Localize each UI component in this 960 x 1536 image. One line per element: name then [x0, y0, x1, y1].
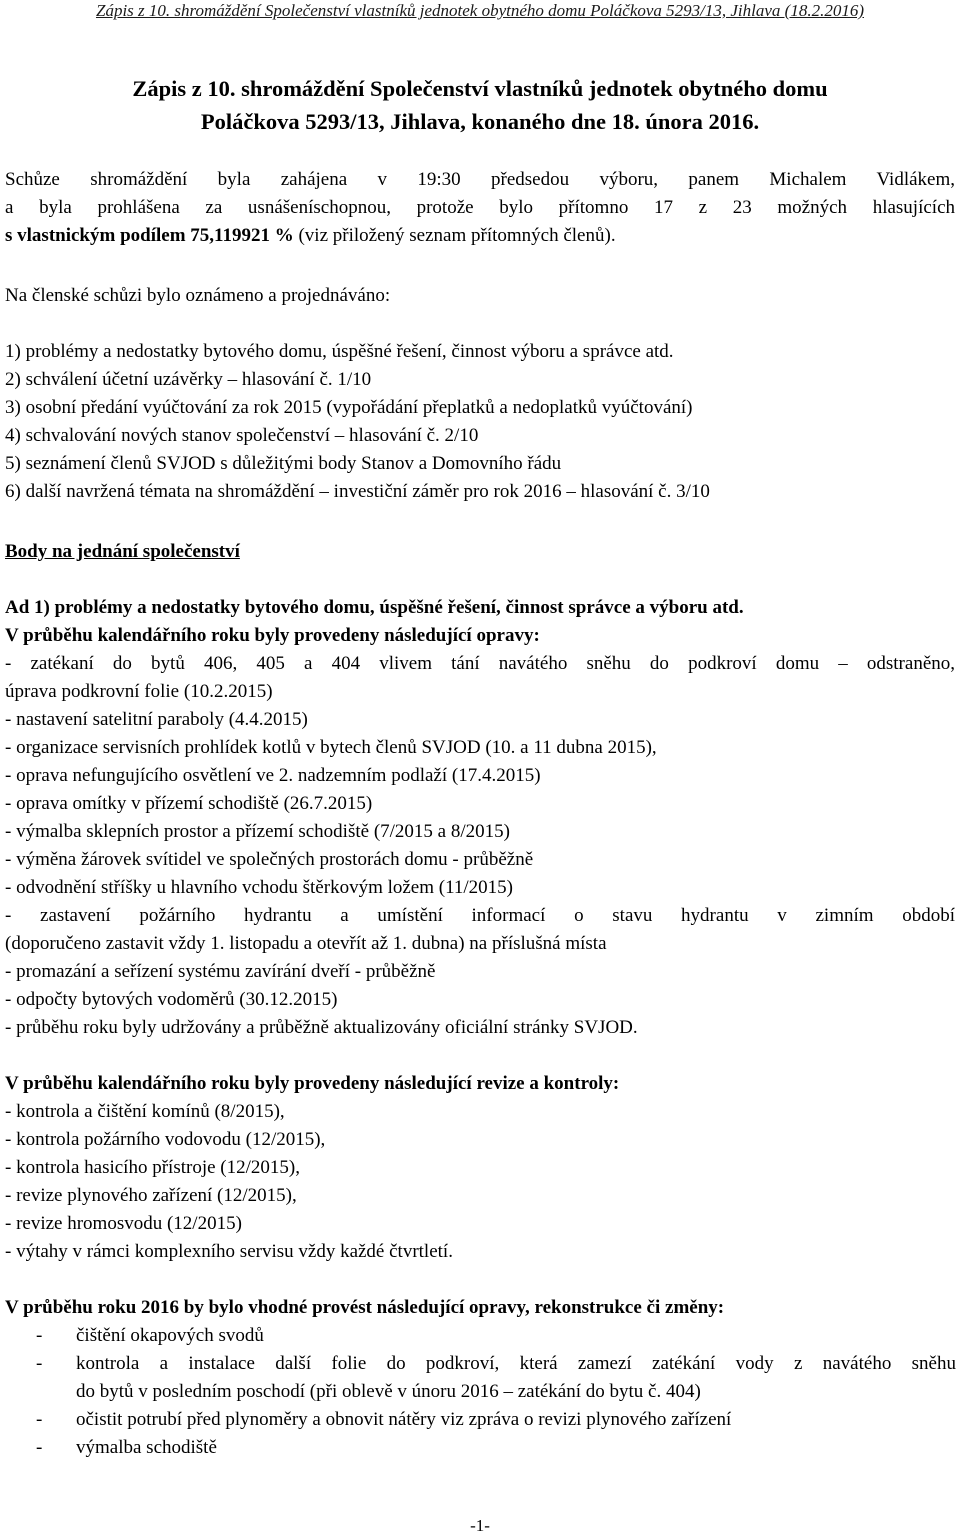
running-header: Zápis z 10. shromáždění Společenství vlastníků jednotek obytného domu Poláčkova 5293/13, Jihlava (18.2.2016): [95, 1, 864, 20]
agenda-intro: Na členské schůzi bylo oznámeno a projednáváno:: [5, 285, 391, 306]
plan-item-continuation: do bytů v posledním poschodí (při oblevě v únoru 2016 – zatékání do bytu č. 404): [76, 1381, 701, 1402]
repair-item: - odpočty bytových vodoměrů (30.12.2015): [5, 989, 338, 1010]
agenda-item: 3) osobní předání vyúčtování za rok 2015 (vypořádání přeplatků a nedoplatků vyúčtování): [5, 397, 693, 418]
repairs-heading: V průběhu kalendářního roku byly provedeny následující opravy:: [5, 625, 540, 646]
intro-line-1: Schůze shromáždění byla zahájena v 19:30 předsedou výboru, panem Michalem Vidlákem,: [5, 169, 955, 190]
check-item: - revize plynového zařízení (12/2015),: [5, 1185, 297, 1206]
intro-line-3: [5, 224, 955, 248]
agenda-item: 6) další navržená témata na shromáždění – investiční záměr pro rok 2016 – hlasování č. 3/10: [5, 481, 710, 502]
repair-item: (doporučeno zastavit vždy 1. listopadu a otevřít až 1. dubna) na příslušná místa: [5, 933, 607, 954]
page-number: -1-: [470, 1516, 490, 1535]
plan-item: čištění okapových svodů: [76, 1325, 264, 1346]
agenda-item: 2) schválení účetní uzávěrky – hlasování č. 1/10: [5, 369, 372, 390]
plan-item: kontrola a instalace další folie do podkroví, která zamezí zatékání vody z navátého sněhu: [76, 1353, 956, 1374]
repair-item: - organizace servisních prohlídek kotlů v bytech členů SVJOD (10. a 11 dubna 2015),: [5, 737, 657, 758]
repair-item: - výměna žárovek svítidel ve společných prostorách domu - průběžně: [5, 849, 534, 870]
agenda-item: 5) seznámení členů SVJOD s důležitými body Stanov a Domovního řádu: [5, 453, 562, 474]
list-dash: -: [36, 1437, 43, 1458]
check-item: - výtahy v rámci komplexního servisu vždy každé čtvrtletí.: [5, 1241, 453, 1262]
repair-item: - oprava omítky v přízemí schodiště (26.7.2015): [5, 793, 373, 814]
repair-item: úprava podkrovní folie (10.2.2015): [5, 681, 273, 702]
document-title: [0, 72, 960, 138]
title-line-1: Zápis z 10. shromáždění Společenství vlastníků jednotek obytného domu: [132, 76, 828, 101]
repair-item: - výmalba sklepních prostor a přízemí schodiště (7/2015 a 8/2015): [5, 821, 510, 842]
repair-item: - zatékaní do bytů 406, 405 a 404 vlivem tání navátého sněhu do podkroví domu – odstraněno,: [5, 653, 955, 674]
list-dash: -: [36, 1325, 43, 1346]
repair-item: - odvodnění stříšky u hlavního vchodu štěrkovým ložem (11/2015): [5, 877, 513, 898]
check-item: - kontrola a čištění komínů (8/2015),: [5, 1101, 285, 1122]
check-item: - kontrola hasicího přístroje (12/2015),: [5, 1157, 300, 1178]
agenda-item: 4) schvalování nových stanov společenství – hlasování č. 2/10: [5, 425, 479, 446]
list-dash: -: [36, 1353, 43, 1374]
repair-item: - zastavení požárního hydrantu a umístění informací o stavu hydrantu v zimním období: [5, 905, 955, 926]
ownership-share: s vlastnickým podílem 75,119921 %: [5, 225, 294, 246]
title-line-2: Poláčkova 5293/13, Jihlava, konaného dne 18. února 2016.: [200, 109, 760, 134]
repair-item: - nastavení satelitní paraboly (4.4.2015): [5, 709, 308, 730]
list-dash: -: [36, 1409, 43, 1430]
check-item: - kontrola požárního vodovodu (12/2015),: [5, 1129, 326, 1150]
section-heading: Body na jednání společenství: [5, 541, 240, 562]
plan-item: očistit potrubí před plynoměry a obnovit nátěry viz zpráva o revizi plynového zařízení: [76, 1409, 732, 1430]
attendance-note: (viz přiložený seznam přítomných členů).: [293, 225, 616, 246]
check-item: - revize hromosvodu (12/2015): [5, 1213, 242, 1234]
repair-item: - průběhu roku byly udržovány a průběžně aktualizovány oficiální stránky SVJOD.: [5, 1017, 638, 1038]
agenda-item: 1) problémy a nedostatky bytového domu, úspěšné řešení, činnost výboru a správce atd.: [5, 341, 674, 362]
checks-heading: V průběhu kalendářního roku byly provedeny následující revize a kontroly:: [5, 1073, 620, 1094]
ad1-heading: Ad 1) problémy a nedostatky bytového domu, úspěšné řešení, činnost správce a výboru atd.: [5, 597, 744, 618]
plans-heading: V průběhu roku 2016 by bylo vhodné provést následující opravy, rekonstrukce či změny:: [5, 1297, 725, 1318]
repair-item: - oprava nefungujícího osvětlení ve 2. nadzemním podlaží (17.4.2015): [5, 765, 541, 786]
repair-item: - promazání a seřízení systému zavírání dveří - průběžně: [5, 961, 436, 982]
plan-item: výmalba schodiště: [76, 1437, 217, 1458]
intro-line-2: a byla prohlášena za usnášeníschopnou, protože bylo přítomno 17 z 23 možných hlasujících: [5, 197, 955, 218]
